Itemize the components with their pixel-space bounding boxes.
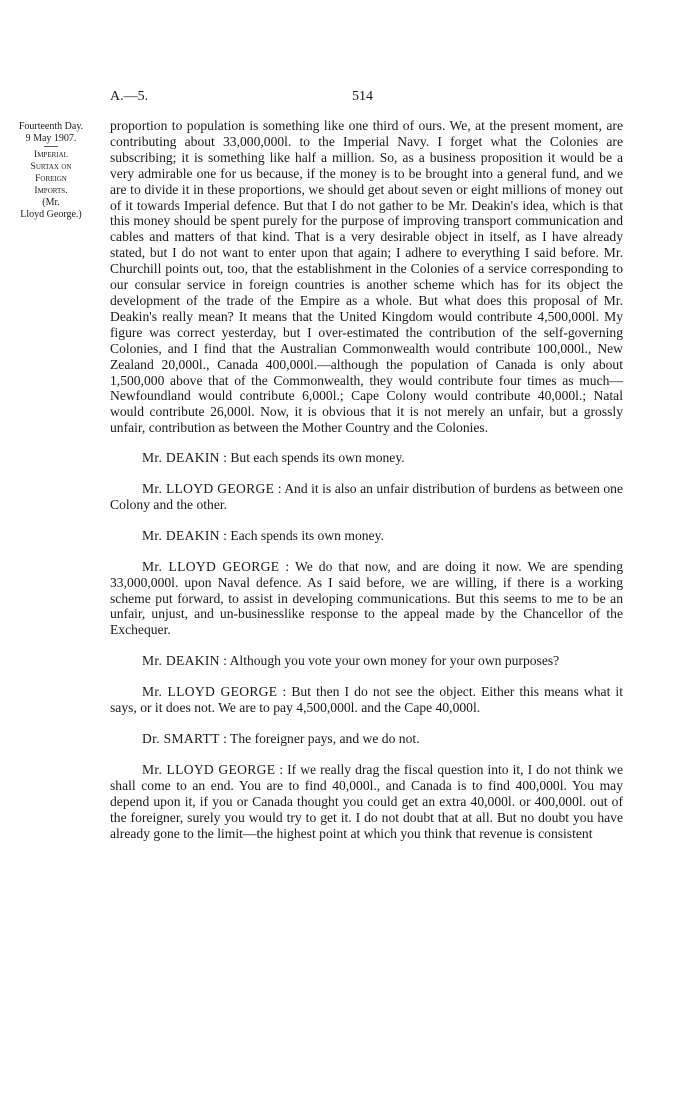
body-text: [110, 118, 623, 856]
speech-paragraph: Mr. DEAKIN : Although you vote your own money for your own purposes?: [142, 653, 560, 669]
speech-text: But each spends its own money.: [230, 450, 405, 466]
margin-speaker-line: (Mr.: [42, 197, 60, 208]
speech-text: But then I do not see the object. Either this means what it says, or it does not. We are to pay 4,500,000l. and the Cape 40,000l.: [110, 684, 623, 716]
speaker-name: Mr. DEAKIN: [142, 653, 220, 669]
opening-paragraph: proportion to population is something like one third of ours. We, at the present moment, are contributing about 33,000,000l. to the Imperial Navy. I forget what the Colonies are subscribing; it is something like half a million. So, as a business proposition it would be a very admirable one for us because, if the money is to be brought into a general fund, and we are to divide it in these proportions, we should get about seven or eight millions of money out of it towards Imperial defence. But that I do not gather to be Mr. Deakin's idea, which is that this money should be spent purely for the purpose of improving transport communication and cables and matters of that kind. That is a very desirable object in itself, as I have already stated, but I do not want to enter upon that again; I adhere to everything I said before. Mr. Churchill points out, too, that the establishment in the Colonies of a service corresponding to our consular service in foreign countries is another scheme which has for its object the development of the trade of the Empire as a whole. But what does this proposal of Mr. Deakin's really mean? It means that the United Kingdom would contribute 4,500,000l. My figure was correct yesterday, but I over-estimated the contribution of the self-governing Colonies, and I find that the Australian Commonwealth would contribute 100,000l., New Zealand 20,000l., Canada 400,000l.—although the population of Canada is only about 1,500,000 above that of the Commonwealth, they would contribute four times as much—Newfoundland would contribute 6,000l.; Cape Colony would contribute 40,000l.; Natal would contribute 26,000l. Now, it is obvious that it is not merely an unfair, but a grossly unfair, contribution as between the Mother Country and the Colonies.: [110, 118, 623, 436]
speech-paragraph: Dr. SMARTT : The foreigner pays, and we do not.: [142, 731, 420, 746]
speaker-name: Mr. DEAKIN: [142, 450, 220, 466]
speech-paragraph: Mr. DEAKIN : Each spends its own money.: [142, 527, 384, 543]
speaker-name: Mr. DEAKIN: [142, 527, 220, 543]
margin-subject-line: Surtax on: [30, 162, 72, 172]
speech-text: Although you vote your own money for your own purposes?: [229, 653, 560, 669]
speech-text: If we really drag the fiscal question into it, I do not think we shall come to an end. You are to find 40,000l., and Canada is to find 400,000l. You may depend upon it, if you or Canada thought you could get an extra 40,000l. or 400,000l. out of the foreigner, surely you would try to get it. I do not doubt that at all. But no doubt you have already gone to the limit—the highest point at which you think that revenue is consistent: [110, 761, 624, 841]
margin-subject-line: Foreign: [35, 174, 67, 184]
speaker-name: Mr. LLOYD GEORGE: [142, 761, 276, 777]
margin-subject-line: Imports.: [34, 186, 68, 196]
speaker-name: Mr. LLOYD GEORGE: [142, 481, 275, 497]
speech-paragraph: Mr. LLOYD GEORGE : But then I do not see the object. Either this means what it says, or it does not. We are to pay 4,500,000l. and the Cape 40,000l.: [110, 684, 623, 716]
margin-speaker-line: Lloyd George.): [20, 209, 82, 220]
parliamentary-paper-reference: A.—5.: [110, 89, 149, 104]
margin-subject-line: Imperial: [34, 150, 68, 160]
margin-date: 9 May 1907.: [25, 133, 77, 144]
margin-day: Fourteenth Day.: [18, 121, 84, 132]
speech-text: Each spends its own money.: [230, 527, 384, 543]
speaker-name: Dr. SMARTT: [142, 731, 220, 746]
speech-paragraph: Mr. DEAKIN : But each spends its own money.: [142, 450, 405, 466]
speech-text: The foreigner pays, and we do not.: [230, 731, 420, 746]
margin-rule: [44, 146, 58, 147]
speech-text: And it is also an unfair distribution of burdens as between one Colony and the other.: [110, 481, 624, 512]
speech-text: We do that now, and are doing it now. We are spending 33,000,000l. upon Naval defence. As I said before, we are willing, if there is a working scheme put forward, to assist in developing communications. But this seems to me to be an unfair, unjust, and un-businesslike response to the appeal made by the Chancellor of the Exchequer.: [110, 558, 624, 638]
speech-paragraph: Mr. LLOYD GEORGE : And it is also an unfair distribution of burdens as between one Colony and the other.: [110, 481, 624, 512]
speech-paragraph: Mr. LLOYD GEORGE : We do that now, and are doing it now. We are spending 33,000,000l. upon Naval defence. As I said before, we are willing, if there is a working scheme put forward, to assist in developing communications. But this seems to me to be an unfair, unjust, and un-businesslike response to the appeal made by the Chancellor of the Exchequer.: [110, 558, 624, 638]
margin-note: [4, 121, 98, 221]
speech-paragraph: Mr. LLOYD GEORGE : If we really drag the fiscal question into it, I do not think we shall come to an end. You are to find 40,000l., and Canada is to find 400,000l. You may depend upon it, if you or Canada thought you could get an extra 40,000l. or 400,000l. out of the foreigner, surely you would try to get it. I do not doubt that at all. But no doubt you have already gone to the limit—the highest point at which you think that revenue is consistent: [110, 761, 624, 841]
speaker-name: Mr. LLOYD GEORGE: [142, 684, 278, 700]
speaker-name: Mr. LLOYD GEORGE: [142, 558, 280, 574]
page-number: 514: [352, 89, 373, 104]
